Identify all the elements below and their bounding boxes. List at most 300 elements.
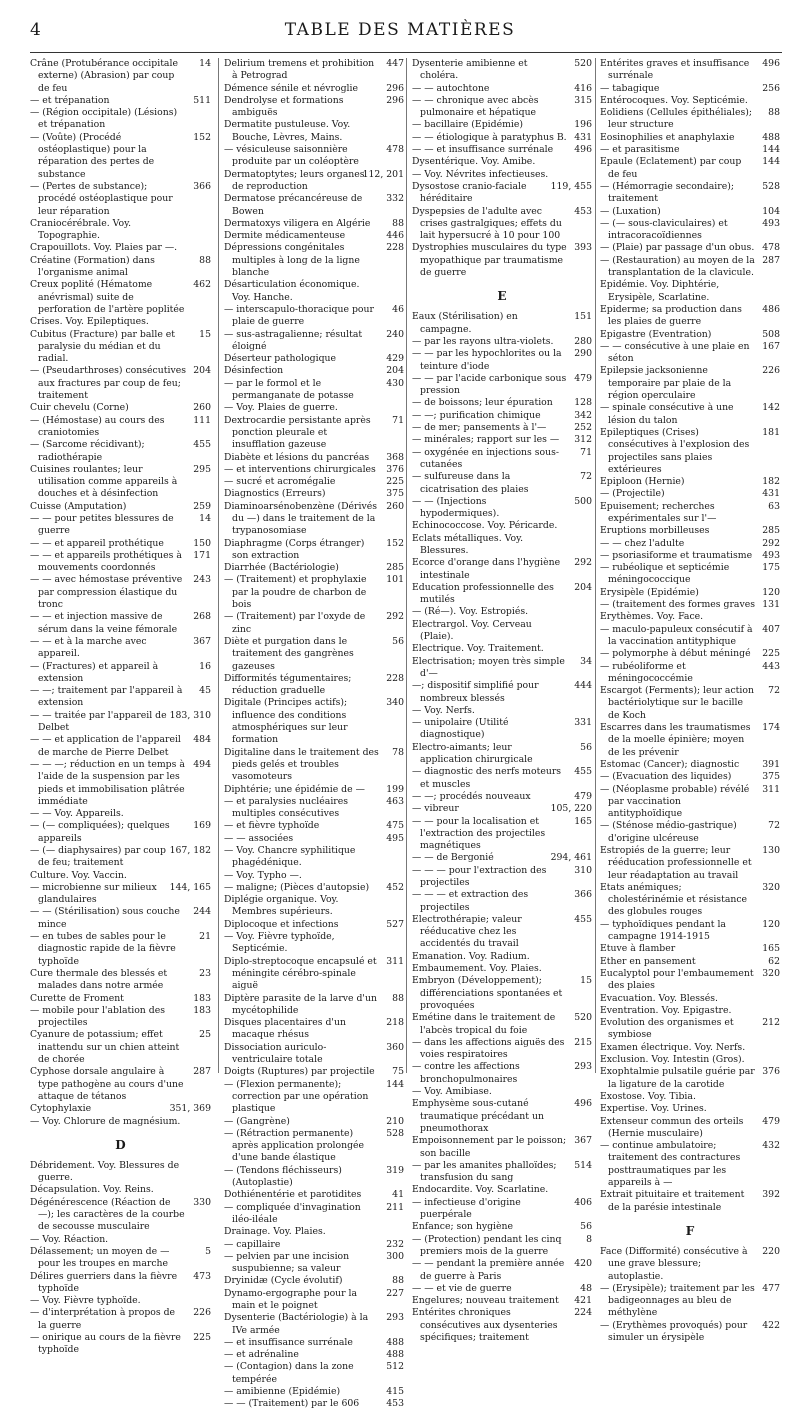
index-entry: [224, 1017, 404, 1042]
index-entry: [30, 242, 211, 254]
entry-text: — (Contagion) dans la zone tempérée: [224, 1361, 354, 1385]
entry-text: — (Région occipitale) (Lésions) et trépanation: [30, 107, 178, 131]
index-entry: [30, 931, 211, 968]
index-entry: [412, 582, 592, 607]
entry-text: Diagnostics (Erreurs): [224, 488, 326, 500]
index-entry: [412, 963, 592, 975]
entry-text: — et interventions chirurgicales: [224, 463, 376, 475]
entry-page: 528: [762, 180, 780, 192]
entry-text: Exclusion. Voy. Intestin (Gros).: [600, 1054, 745, 1066]
entry-page: 104: [762, 205, 780, 217]
index-entry: [30, 845, 211, 870]
index-entry: [224, 83, 404, 95]
entry-page: 142: [762, 402, 780, 414]
entry-text: — d'interprétation à propos de la guerre: [30, 1307, 176, 1331]
entry-text: — microbienne sur milieux glandulaires: [30, 881, 157, 906]
entry-page: 391: [762, 758, 780, 770]
entry-page: 514: [574, 1159, 592, 1171]
entry-page: 311: [762, 783, 780, 795]
entry-text: — onirique au cours de la fièvre typhoïde: [30, 1331, 181, 1356]
entry-text: — — et appareil prothétique: [30, 537, 164, 549]
entry-page: 225: [386, 476, 404, 488]
entry-page: 252: [574, 422, 592, 434]
index-entry: [30, 882, 211, 907]
entry-text: — infectieuse d'origine puerpérale: [412, 1196, 521, 1221]
entry-page: 144: [762, 144, 780, 156]
index-entry: [224, 1189, 404, 1201]
entry-page: 16: [199, 660, 211, 672]
entry-text: Erythèmes. Voy. Face.: [600, 611, 704, 623]
index-entry: [30, 513, 211, 538]
entry-page: 56: [580, 741, 592, 753]
entry-text: Diptère parasite de la larve d'un mycétophilide: [224, 992, 377, 1016]
index-entry: [30, 1103, 211, 1115]
entry-page: 165: [762, 943, 780, 955]
entry-text: Face (Difformité) consécutive à une grave blessure; autoplastie.: [600, 1245, 748, 1282]
index-entry: [412, 951, 592, 963]
index-entry: [30, 1246, 211, 1271]
entry-text: — de boissons; leur épuration: [412, 397, 553, 409]
entry-page: 88: [392, 217, 404, 229]
index-entry: [600, 919, 780, 944]
index-entry: [224, 833, 404, 845]
index-entry: [224, 882, 404, 894]
index-entry: [224, 279, 404, 304]
entry-page: 494: [193, 758, 211, 770]
entry-page: 453: [386, 1398, 404, 1410]
entry-text: — amibienne (Epidémie): [224, 1386, 341, 1398]
entry-text: Delirium tremens et prohibition à Petrograd: [224, 58, 375, 82]
index-entry: [600, 501, 780, 526]
entry-page: 493: [762, 217, 780, 229]
section-letter-d: D: [115, 1137, 126, 1152]
entry-page: 376: [762, 1066, 780, 1078]
index-entry: [224, 1165, 404, 1190]
entry-page: 295: [193, 463, 211, 475]
index-entry: [30, 1197, 211, 1234]
entry-page: 444: [574, 680, 592, 692]
entry-page: 368: [386, 451, 404, 463]
entry-text: Eclats métalliques. Voy. Blessures.: [412, 532, 524, 556]
index-entry: [412, 803, 592, 815]
entry-text: — (Plaie) par passage d'un obus.: [600, 242, 755, 254]
entry-text: Enfance; son hygiène: [412, 1221, 514, 1233]
entry-page: 332: [386, 193, 404, 205]
entry-text: Dysenterie amibienne et choléra.: [412, 58, 528, 82]
entry-text: Epiploon (Hernie): [600, 476, 685, 488]
entry-text: — — pour la localisation et l'extraction des projectiles magnétiques: [412, 815, 546, 852]
index-entry: [30, 1005, 211, 1030]
entry-text: — — consécutive à une plaie en séton: [600, 340, 750, 365]
index-entry: [600, 771, 780, 783]
index-entry: [412, 742, 592, 767]
entry-page: 144, 165: [169, 881, 211, 893]
index-entry: [30, 1184, 211, 1196]
index-entry: [412, 242, 592, 279]
entry-text: — spinale consécutive à une lésion du talon: [600, 402, 734, 426]
index-entry: [412, 1184, 592, 1196]
entry-page: 488: [762, 131, 780, 143]
index-entry: [412, 816, 592, 853]
entry-text: Désarticulation économique. Voy. Hanche.: [224, 279, 360, 303]
entry-text: — Voy. Amibiase.: [412, 1086, 492, 1098]
entry-text: — (Pertes de substance); procédé ostéoplastique pour leur réparation: [30, 180, 173, 217]
entry-text: Exophtalmie pulsatile guérie par la ligature de la carotide: [600, 1066, 755, 1090]
entry-text: Diplo-streptocoque encapsulé et méningite cérébro-spinale aiguë: [224, 955, 377, 992]
entries-e-block: [600, 58, 780, 1214]
entry-page: 447: [386, 58, 404, 69]
entry-page: 415: [386, 1386, 404, 1398]
entry-text: — pelvien par une incision suspubienne; sa valeur: [224, 1250, 350, 1275]
index-entry: [412, 58, 592, 83]
entry-page: 366: [574, 889, 592, 901]
entry-text: — — et appareils prothétiques à mouvements coordonnés: [30, 549, 182, 574]
entry-text: Electrique. Voy. Traitement.: [412, 643, 544, 655]
index-entry: [412, 1221, 592, 1233]
index-entry: [600, 83, 780, 95]
index-entry: [412, 1061, 592, 1086]
index-entry: [30, 1307, 211, 1332]
entry-page: 420: [574, 1258, 592, 1270]
entry-text: Echinococcose. Voy. Péricarde.: [412, 520, 558, 532]
index-entry: [600, 956, 780, 968]
index-entry: [224, 464, 404, 476]
entry-page: 500: [574, 495, 592, 507]
index-entry: [412, 95, 592, 120]
entry-page: 48: [580, 1282, 592, 1294]
entries-d-block: [30, 1160, 211, 1357]
entry-text: — tabagique: [600, 82, 660, 94]
index-entry: [600, 624, 780, 649]
entry-text: Entérites graves et insuffisance surrénale: [600, 58, 750, 82]
entry-page: 422: [762, 1319, 780, 1331]
index-entry: [412, 496, 592, 521]
entry-text: Eolidiens (Cellules épithéliales); leur structure: [600, 107, 752, 131]
index-entry: [224, 870, 404, 882]
index-entry: [600, 156, 780, 181]
entry-page: 120: [762, 586, 780, 598]
index-entry: [600, 784, 780, 821]
index-entry: [600, 107, 780, 132]
entry-page: 484: [193, 734, 211, 746]
entry-text: — vésiculeuse saisonnière produite par un coléoptère: [224, 144, 359, 168]
index-entry: [600, 365, 780, 402]
entry-text: — — pendant la première année de guerre à Paris: [412, 1258, 565, 1282]
page-header: [0, 12, 800, 42]
index-entry: [30, 365, 211, 402]
index-entry: [224, 402, 404, 414]
entry-text: Eosinophilies et anaphylaxie: [600, 131, 735, 143]
entry-page: 204: [386, 365, 404, 377]
index-entry: [412, 1295, 592, 1307]
index-entry: [412, 1283, 592, 1295]
entry-page: 165: [574, 815, 592, 827]
entry-page: 15: [580, 975, 592, 987]
entry-text: — et insuffisance surrénale: [224, 1336, 353, 1348]
entry-page: 128: [574, 397, 592, 409]
index-entry: [600, 476, 780, 488]
entry-text: Evolution des organismes et symbiose: [600, 1017, 734, 1041]
entry-text: — Voy. Plaies de guerre.: [224, 402, 338, 414]
column-divider: [218, 58, 219, 1073]
entry-text: Electrisation; moyen très simple d'—: [412, 655, 565, 679]
entry-text: — (— compliquées); quelques appareils: [30, 820, 170, 844]
entry-text: — (Projectile): [600, 488, 665, 500]
entry-text: Dermite médicamenteuse: [224, 230, 346, 242]
entry-page: 150: [193, 537, 211, 549]
index-entry: [600, 1320, 780, 1345]
index-entry: [30, 870, 211, 882]
entry-text: Etuve à flamber: [600, 943, 676, 955]
entry-page: 315: [574, 94, 592, 106]
index-entry: [600, 1042, 780, 1054]
entry-page: 41: [392, 1189, 404, 1201]
index-entry: [412, 397, 592, 409]
index-entry: [600, 1246, 780, 1283]
index-entry: [224, 329, 404, 354]
entry-page: 226: [193, 1307, 211, 1319]
entry-page: 432: [762, 1140, 780, 1152]
entry-page: 144: [386, 1078, 404, 1090]
entry-page: 199: [386, 783, 404, 795]
index-entry: [30, 58, 211, 95]
index-entry: [224, 476, 404, 488]
index-entry: [600, 820, 780, 845]
index-entry: [30, 1234, 211, 1246]
index-entry: [600, 341, 780, 366]
index-entry: [600, 722, 780, 759]
entry-page: 105, 220: [550, 803, 592, 815]
index-entry: [412, 1012, 592, 1037]
entry-page: 167, 182: [169, 845, 211, 856]
index-entry: [412, 1307, 592, 1344]
entries-e-block: [412, 311, 592, 1344]
entry-text: — — chronique avec abcès pulmonaire et hépatique: [412, 94, 539, 119]
entry-text: Dermatose précancéreuse de Bowen: [224, 193, 363, 217]
index-entry: [600, 1283, 780, 1320]
entry-page: 15: [199, 328, 211, 340]
entry-text: Epigastre (Eventration): [600, 328, 712, 340]
entry-text: Eventration. Voy. Epigastre.: [600, 1004, 732, 1016]
entry-text: — — associées: [224, 832, 294, 844]
entry-text: Dépressions congénitales multiples à long de la ligne blanche: [224, 242, 360, 279]
entry-page: 455: [574, 913, 592, 925]
entry-text: —; dispositif simplifié pour nombreux blessés: [412, 680, 539, 704]
entry-text: Eruptions morbilleuses: [600, 525, 710, 537]
index-entry: [412, 410, 592, 422]
entry-text: Cytophylaxie: [30, 1103, 92, 1115]
entry-text: — (— sous-claviculaires) et intracoracoïdiennes: [600, 217, 728, 242]
entry-text: Emphysème sous-cutané traumatique précédant un pneumothorax: [412, 1098, 544, 1134]
entry-page: 493: [762, 549, 780, 561]
index-entry: [30, 402, 211, 414]
entry-page: 56: [580, 1221, 592, 1233]
section-letter-f: F: [685, 1223, 695, 1238]
entry-text: — Voy. Fièvre typhoïde, Septicémie.: [224, 931, 335, 955]
entry-text: Diphtérie; une épidémie de —: [224, 783, 365, 795]
entry-text: Dysenterie (Bactériologie) à la IVe armée: [224, 1312, 369, 1336]
entry-page: 520: [574, 58, 592, 69]
index-entry: [412, 557, 592, 582]
entry-text: Ecorce d'orange dans l'hygiène intestinale: [412, 557, 561, 581]
entry-text: Escarres dans les traumatismes de la moelle épinière; moyen de les prévenir: [600, 722, 751, 758]
entry-text: Extrait pituitaire et traitement de la parésie intestinale: [600, 1189, 745, 1213]
index-entry: [412, 348, 592, 373]
index-column-2: [224, 58, 404, 1410]
entry-page: 294, 461: [550, 852, 592, 864]
entry-text: — (Gangrène): [224, 1115, 290, 1127]
entry-text: Estomac (Cancer); diagnostic: [600, 758, 740, 770]
entry-text: — vibreur: [412, 803, 459, 815]
index-entry: [600, 648, 780, 660]
entry-text: Désinfection: [224, 365, 284, 377]
entry-text: — contre les affections bronchopulmonaires: [412, 1061, 520, 1085]
entry-page: 112, 201: [362, 168, 404, 180]
entry-page: 152: [386, 537, 404, 549]
entry-page: 225: [762, 648, 780, 660]
entry-text: — capillaire: [224, 1238, 281, 1250]
entry-text: — dans les affections aiguës des voies respiratoires: [412, 1036, 565, 1061]
index-entry: [224, 1312, 404, 1337]
index-entry: [30, 501, 211, 513]
index-entry: [30, 759, 211, 808]
index-entry: [412, 144, 592, 156]
entry-text: Décapsulation. Voy. Reins.: [30, 1184, 154, 1196]
index-entry: [224, 230, 404, 242]
entry-page: 488: [386, 1336, 404, 1348]
index-entry: [412, 1086, 592, 1098]
index-entry: [412, 619, 592, 644]
column-divider: [406, 58, 407, 1073]
entry-page: 131: [762, 599, 780, 611]
index-entry: [224, 415, 404, 452]
index-entry: [600, 144, 780, 156]
entry-page: 21: [199, 931, 211, 943]
index-entry: [412, 865, 592, 890]
entry-page: 111: [193, 414, 211, 426]
index-entry: [224, 574, 404, 611]
index-entry: [224, 611, 404, 636]
index-entry: [412, 791, 592, 803]
entry-text: Délassement; un moyen de — pour les troupes en marche: [30, 1245, 170, 1270]
entry-text: — — (Traitement) par le 606: [224, 1398, 360, 1410]
index-entry: [224, 1275, 404, 1287]
entry-text: — (traitement des formes graves: [600, 599, 755, 611]
entry-page: 496: [574, 1098, 592, 1110]
index-entry: [600, 599, 780, 611]
entry-page: 376: [386, 463, 404, 475]
entry-page: 473: [193, 1270, 211, 1282]
index-entry: [30, 279, 211, 316]
entry-page: 455: [574, 766, 592, 778]
index-entry: [224, 1288, 404, 1313]
index-entry: [224, 845, 404, 870]
entry-page: 366: [193, 180, 211, 192]
index-entry: [224, 538, 404, 563]
index-entry: [412, 132, 592, 144]
index-entry: [30, 1116, 211, 1128]
index-entry: [30, 316, 211, 328]
entry-text: — unipolaire (Utilité diagnostique): [412, 717, 509, 741]
entry-text: — Voy. Nerfs.: [412, 704, 475, 716]
entry-text: Electro-aimants; leur application chirurgicale: [412, 741, 533, 766]
index-column-1: [30, 58, 211, 1356]
entry-page: 446: [386, 230, 404, 242]
index-entry: [224, 1202, 404, 1227]
index-entry: [30, 906, 211, 931]
entry-text: — (Luxation): [600, 205, 661, 217]
entry-text: Diarrhée (Bactériologie): [224, 562, 339, 574]
index-entry: [224, 1349, 404, 1361]
entry-page: 256: [762, 82, 780, 94]
index-entry: [224, 697, 404, 746]
entry-text: Dermatoptytes; leurs organes de reproduction: [224, 168, 365, 192]
index-entry: [30, 611, 211, 636]
entry-page: 175: [762, 562, 780, 574]
index-entry: [412, 533, 592, 558]
entry-page: 292: [386, 611, 404, 623]
entry-text: — psoriasiforme et traumatisme: [600, 549, 753, 561]
index-entry: [224, 193, 404, 218]
entry-text: Emanation. Voy. Radium.: [412, 950, 530, 962]
index-entry: [600, 1189, 780, 1214]
entry-page: 478: [762, 242, 780, 254]
entry-text: Cyphose dorsale angulaire à type pathogène au cours d'une attaque de tétanos: [30, 1066, 184, 1102]
index-entry: [224, 1361, 404, 1386]
index-entry: [224, 378, 404, 403]
entry-text: Cuisines roulantes; leur utilisation comme appareils à douches et à désinfection: [30, 463, 178, 500]
entry-text: — — avec hémostase préventive par compression élastique du tronc: [30, 574, 183, 611]
index-entry: [600, 538, 780, 550]
index-entry: [600, 1005, 780, 1017]
entry-text: — bacillaire (Epidémie): [412, 119, 523, 131]
index-entry: [30, 550, 211, 575]
entry-page: 34: [580, 655, 592, 667]
index-entry: [412, 1258, 592, 1283]
index-entry: [224, 488, 404, 500]
entry-page: 183: [193, 1004, 211, 1016]
entry-page: 226: [762, 365, 780, 377]
entry-page: 14: [199, 58, 211, 69]
index-entry: [600, 58, 780, 83]
index-entry: [600, 132, 780, 144]
entry-text: Cubitus (Fracture) par balle et paralysie du médian et du radial.: [30, 328, 176, 365]
index-entry: [30, 1295, 211, 1307]
entry-page: 218: [386, 1017, 404, 1029]
entry-page: 331: [574, 717, 592, 729]
entry-text: — sulfureuse dans la cicatrisation des plaies: [412, 471, 529, 495]
index-entry: [224, 673, 404, 698]
index-entry: [412, 422, 592, 434]
index-entry: [224, 1116, 404, 1128]
entry-text: — diagnostic des nerfs moteurs et muscles: [412, 766, 562, 790]
index-entry: [412, 1135, 592, 1160]
entry-page: 181: [762, 426, 780, 438]
entry-page: 212: [762, 1017, 780, 1029]
entry-text: — et trépanation: [30, 94, 110, 106]
entry-text: — maculo-papuleux consécutif à la vaccination antityphique: [600, 623, 753, 647]
entry-text: — — (Injections hypodermiques).: [412, 495, 500, 520]
index-entry: [600, 993, 780, 1005]
index-entry: [600, 525, 780, 537]
entry-text: Etats anémiques; cholestérinémie et résistance des globules rouges: [600, 881, 748, 918]
entry-page: 430: [386, 377, 404, 389]
index-entry: [600, 1116, 780, 1141]
entry-text: Cuir chevelu (Corne): [30, 402, 129, 414]
entry-text: — (Erysipèle); traitement par les badigeonnages au bleu de méthylène: [600, 1282, 755, 1319]
entry-page: 8: [586, 1233, 592, 1245]
index-entry: [600, 1066, 780, 1091]
